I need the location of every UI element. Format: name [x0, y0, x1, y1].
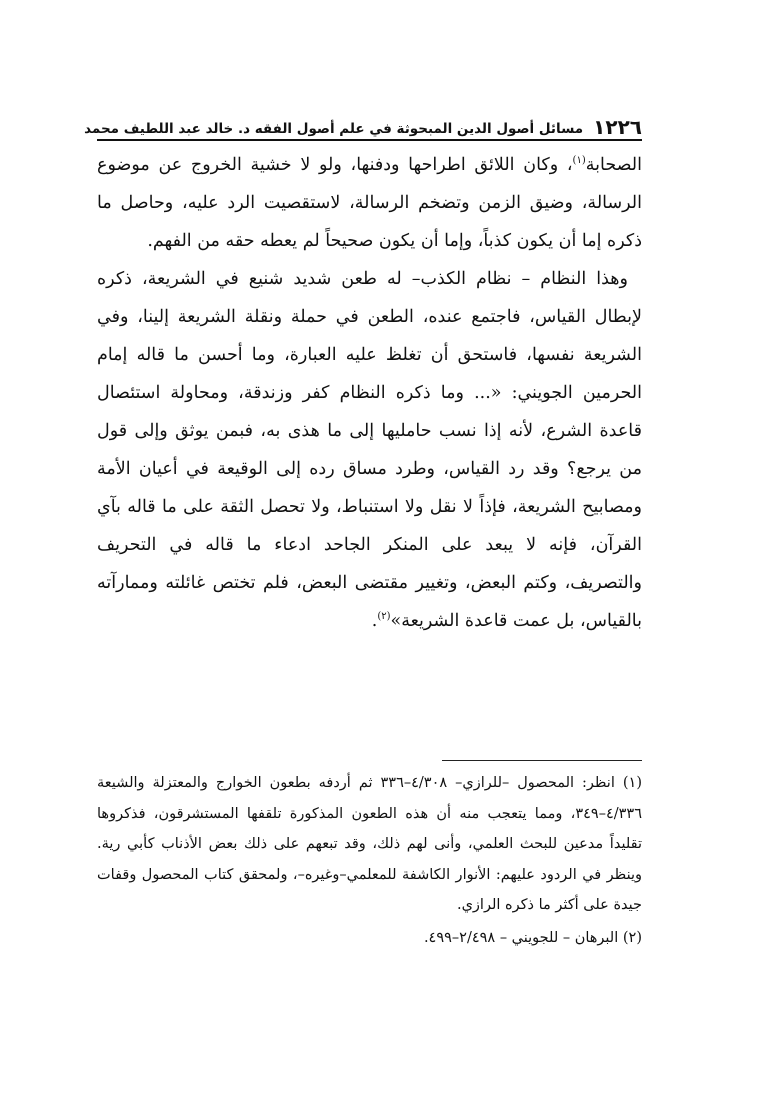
paragraph: [97, 260, 642, 640]
footnotes: [97, 768, 642, 953]
footnote-reference: (٢): [377, 611, 391, 623]
page-number: ١٢٢٦: [593, 115, 642, 139]
footnote-separator: [442, 760, 642, 761]
paragraph-text: وهذا النظام – نظام الكذب– له طعن شديد شنيع في الشريعة، ذكره لإبطال القياس، فاجتمع عنده، الطعن في حملة ونقلة الشريعة إلينا، وفي الشريعة نفسها، فاستحق أن تغلظ عليه العبارة، وما أحسن ما قاله إمام الحرمين الجويني: «... وما ذكره النظام كفر وزندقة، ومحاولة استئصال قاعدة الشرع، لأنه إذا نسب حامليها إلى ما هذى به، فبمن يوثق وإلى قول من يرجع؟ وقد رد القياس، وطرد مساق رده إلى الوقيعة في أعيان الأمة ومصابيح الشريعة، فإذاً لا نقل ولا استنباط، ولا تحصل الثقة على ما قاله بآي القرآن، فإنه لا يبعد على المنكر الجاحد ادعاء ما قاله في التحريف والتصريف، وكتم البعض، وتغيير مقتضى البعض، فلم تختص غائلته وممارآته بالقياس، بل عمت قاعدة الشريعة»: [97, 269, 642, 631]
paragraph-text: الصحابة: [585, 155, 642, 175]
paragraph-text: .: [371, 611, 378, 631]
main-text: [97, 146, 642, 640]
paragraph-text: ، وكان اللائق اطراحها ودفنها، ولو لا خشية الخروج عن موضوع الرسالة، وضيق الزمن وتضخم الرسالة، لاستقصيت الرد عليه، وحاصل ما ذكره إما أن يكون كذباً، وإما أن يكون صحيحاً لم يعطه حقه من الفهم.: [97, 155, 642, 251]
header-rule: [97, 139, 642, 141]
footnote: (٢) البرهان – للجويني – ٢/٤٩٨–٤٩٩.: [423, 929, 642, 946]
running-header: [84, 112, 642, 139]
running-title: مسائل أصول الدين المبحوثة في علم أصول الفقه د. خالد عبد اللطيف محمد: [84, 121, 584, 137]
footnote-reference: (١): [572, 155, 586, 167]
footnote: (١) انظر: المحصول –للرازي– ٤/٣٠٨–٣٣٦ ثم أردفه بطعون الخوارج والمعتزلة والشيعة ٤/٣٣٦–٣٤٩، ومما يتعجب منه أن هذه الطعون المذكورة تلقفها المستشرقون، فذكروها تقليداً مدعين للبحث العلمي، وأنى لهم ذلك، وقد تبعهم على ذلك بعض الأذناب كأبي رية. وينظر في الردود عليهم: الأنوار الكاشفة للمعلمي–وغيره–، ولمحقق كتاب المحصول وقفات جيدة على أكثر ما ذكره الرازي.: [97, 775, 642, 913]
paragraph: [97, 146, 642, 260]
